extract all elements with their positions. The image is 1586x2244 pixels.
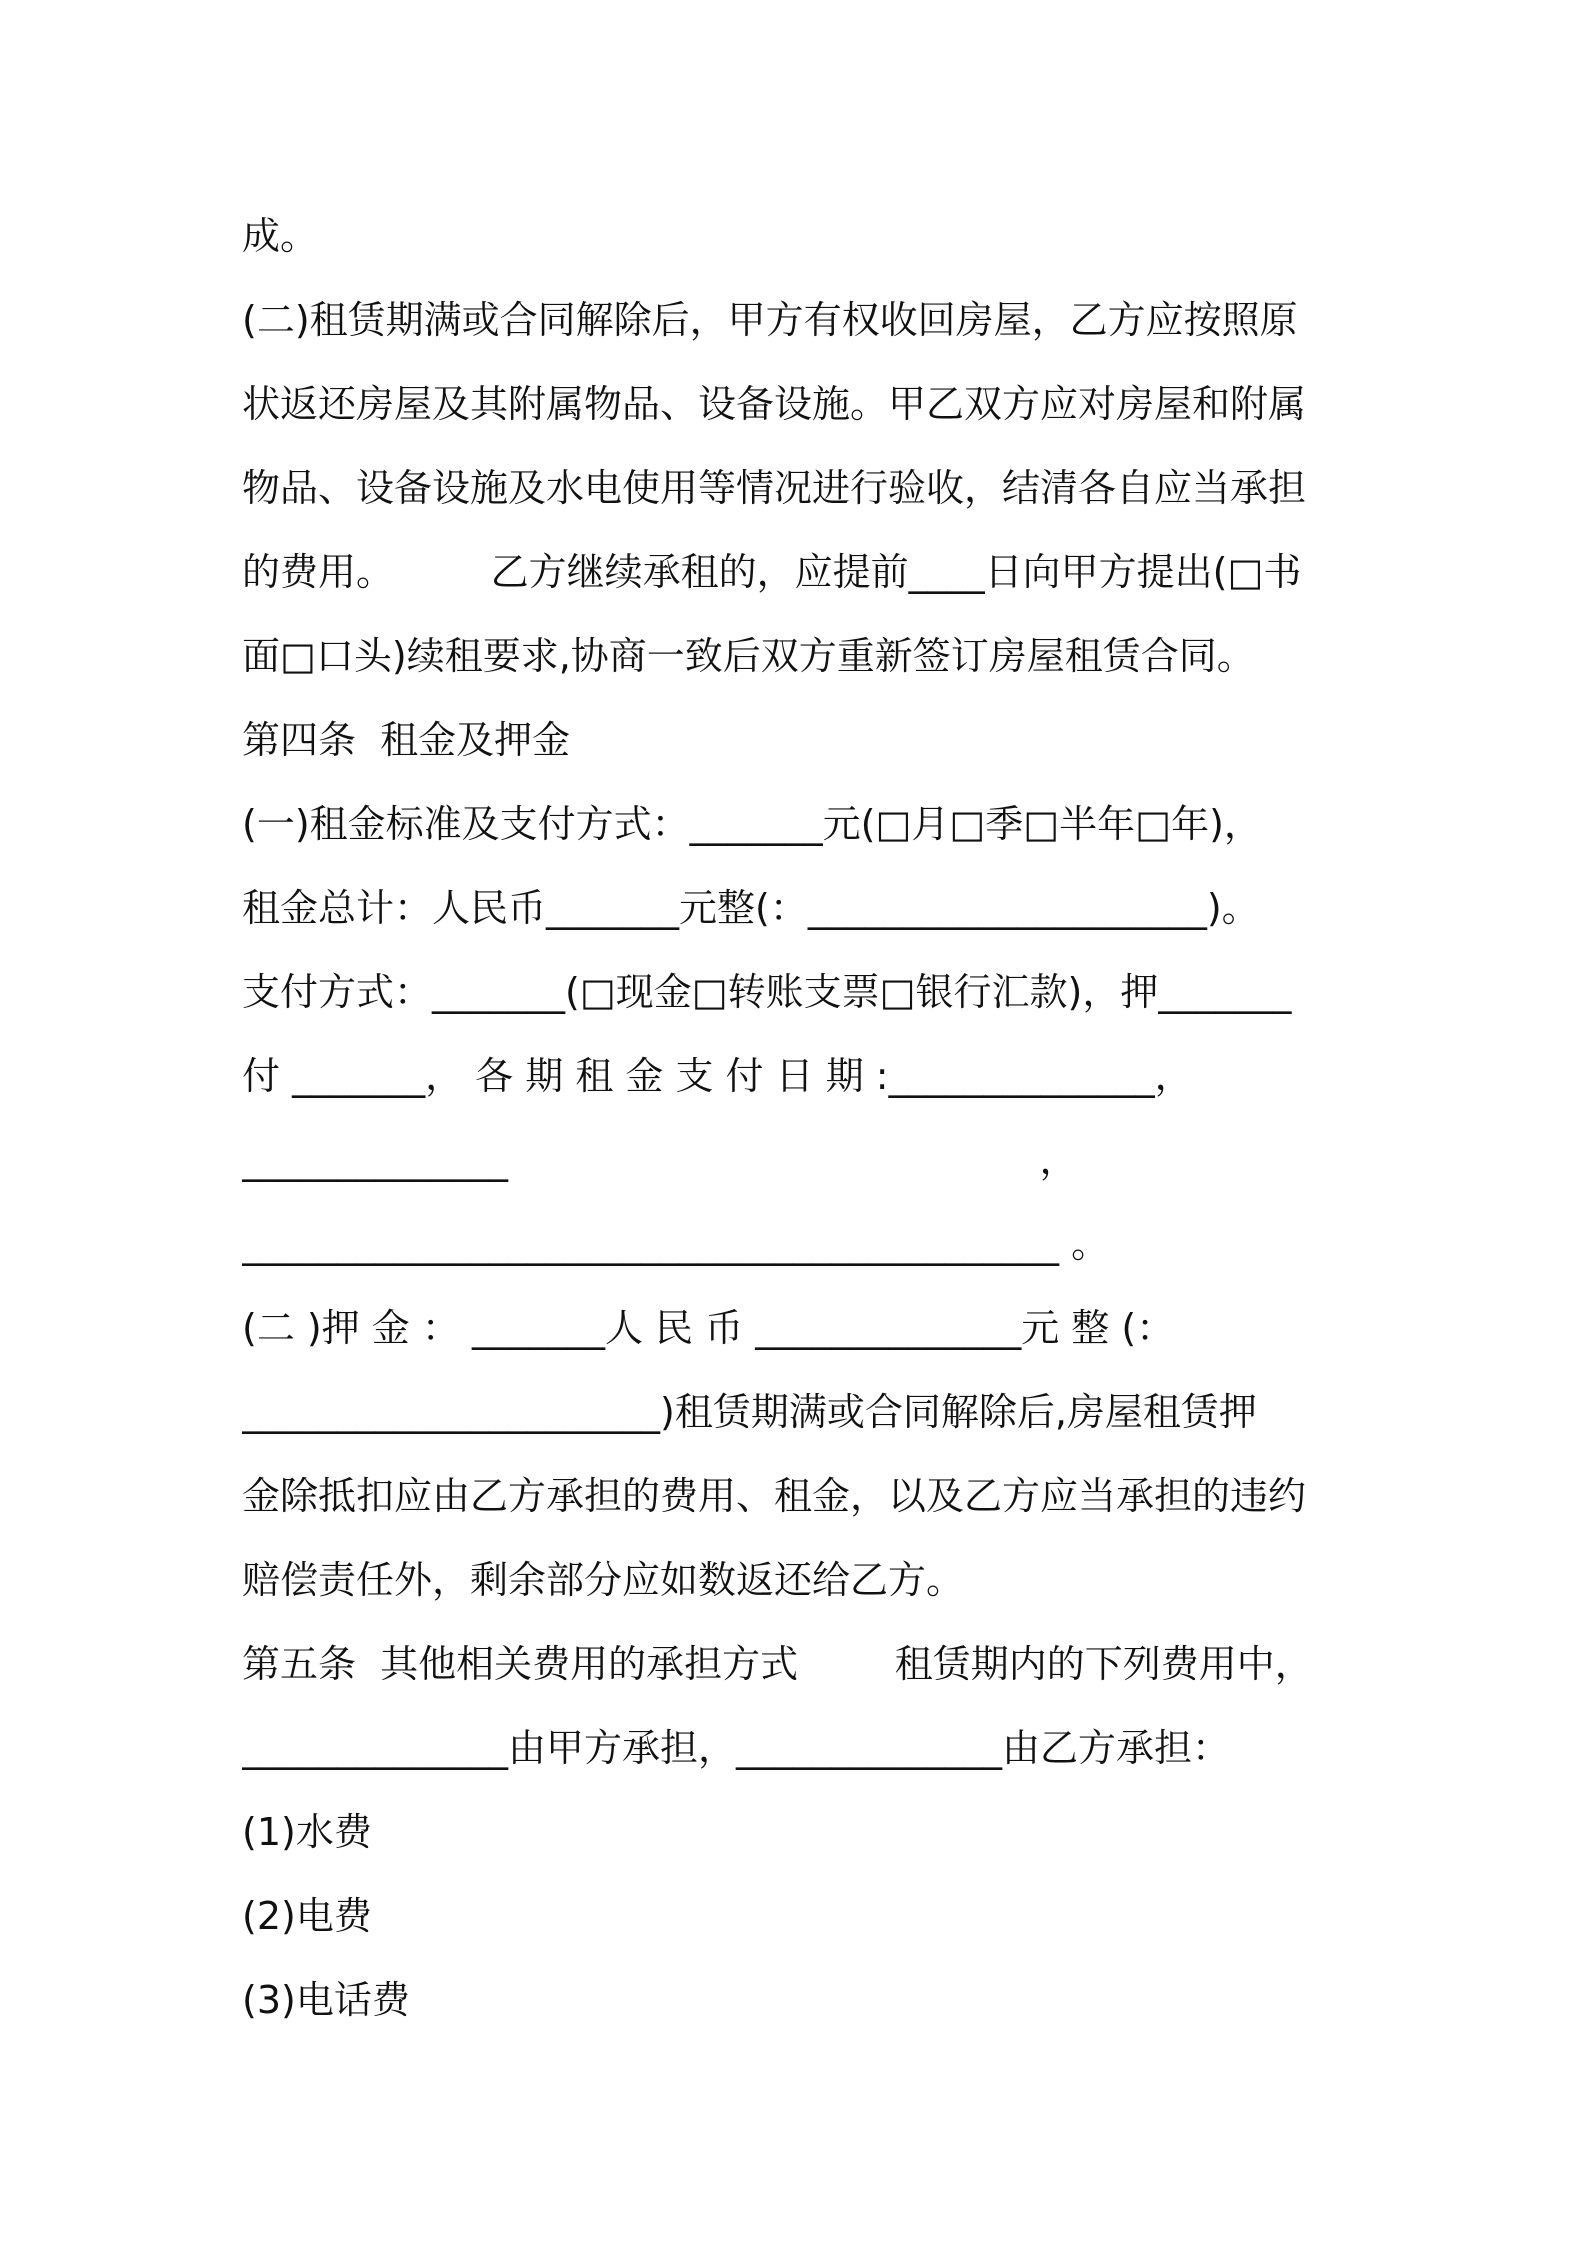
list-item-telephone-fee: (3)电话费	[242, 1978, 410, 2022]
text-line-12: ______________ ，	[242, 1138, 1078, 1182]
text-line-8: (一)租金标准及支付方式：_______元(□月□季□半年□年)，	[242, 802, 1262, 846]
text-line-9: 租金总计：人民币_______元整(：_____________________)。	[242, 886, 1260, 930]
text-line-3: 状返还房屋及其附属物品、设备设施。甲乙双方应对房屋和附属	[242, 382, 1307, 426]
text-line-5: 的费用。 乙方继续承租的，应提前____日向甲方提出(□书	[242, 550, 1302, 594]
text-line-2: (二)租赁期满或合同解除后，甲方有权收回房屋，乙方应按照原	[242, 298, 1298, 342]
text-line-10: 支付方式：_______(□现金□转账支票□银行汇款)，押_______	[242, 970, 1292, 1014]
section-heading-article-5: 第五条 其他相关费用的承担方式 租赁期内的下列费用中，	[242, 1642, 1313, 1686]
contract-text-body	[242, 194, 1354, 2042]
text-line-16: 金除抵扣应由乙方承担的费用、租金，以及乙方应当承担的违约	[242, 1474, 1307, 1518]
section-heading-article-4: 第四条 租金及押金	[242, 718, 571, 762]
text-line-15: ______________________)租赁期满或合同解除后,房屋租赁押	[242, 1390, 1257, 1434]
text-line-11: 付 _______， 各 期 租 金 支 付 日 期 :______________，	[242, 1054, 1193, 1098]
text-line-13: ___________________________________________ 。	[242, 1222, 1110, 1266]
text-line-14: (二 )押 金 ： _______人 民 币 ______________元 整 (：	[242, 1306, 1175, 1350]
text-line-1: 成。	[242, 214, 319, 258]
list-item-water-fee: (1)水费	[242, 1810, 372, 1854]
text-line-17: 赔偿责任外，剩余部分应如数返还给乙方。	[242, 1558, 965, 1602]
text-line-4: 物品、设备设施及水电使用等情况进行验收，结清各自应当承担	[242, 466, 1307, 510]
text-line-6: 面□口头)续租要求,协商一致后双方重新签订房屋租赁合同。	[242, 634, 1255, 678]
list-item-electricity-fee: (2)电费	[242, 1894, 372, 1938]
text-line-19: ______________由甲方承担，______________由乙方承担：	[242, 1726, 1231, 1770]
